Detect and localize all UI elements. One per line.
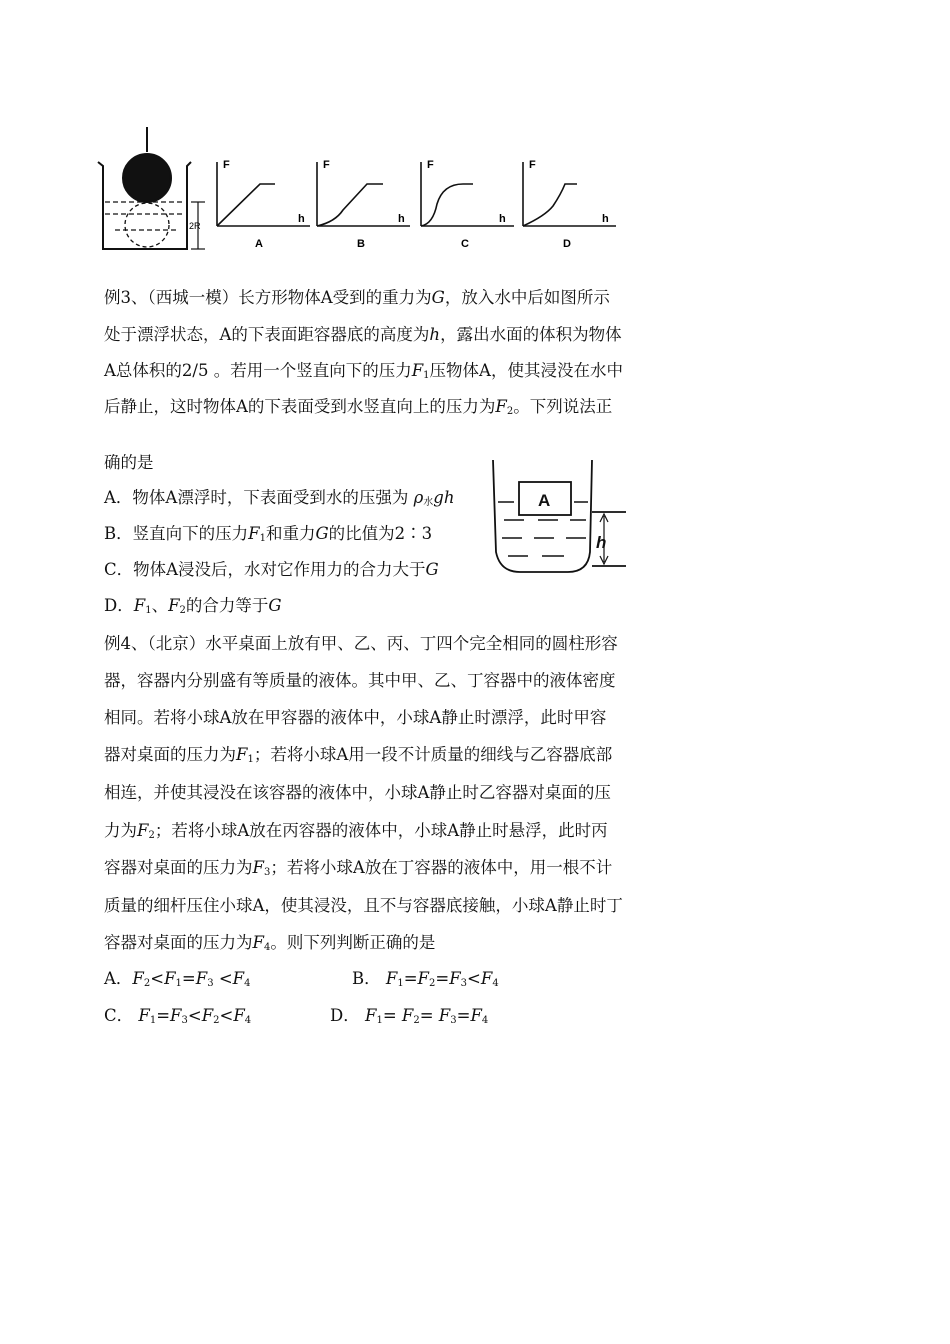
ex3-option-b: B．竖直向下的压力$F_1$和重力G的比值为2∶3 [104,524,433,544]
two-r-label: 2R [189,221,201,231]
ex4-line-5: 相连，并使其浸没在该容器的液体中，小球A静止时乙容器对桌面的压 [104,783,611,802]
graph-c-axis-f: F [427,159,434,171]
height-h-label: h [596,533,607,552]
ex3-line-5: 确的是 [104,453,154,472]
graph-d-axis-h: h [602,213,609,225]
ex3-line-4: 后静止，这时物体A的下表面受到水竖直向上的压力为$F_2$。下列说法正 [104,397,613,417]
ex3-option-c: C．物体A浸没后，水对它作用力的合力大于G [104,560,439,579]
graph-b-label: B [357,238,365,250]
ex3-line-2: 处于漂浮状态，A的下表面距容器底的高度为h，露出水面的体积为物体 [104,325,622,344]
ex4-option-a: A．$F_2<F_1=F_3 <F_4$ [104,969,251,989]
graph-b-axis-f: F [323,159,330,171]
block-a-label: A [538,491,551,510]
graph-c-label: C [461,238,469,250]
ex4-line-7: 容器对桌面的压力为$F_3$；若将小球A放在丁容器的液体中，用一根不计 [104,858,613,878]
ex4-line-4: 器对桌面的压力为$F_1$；若将小球A用一段不计质量的细线与乙容器底部 [104,745,613,765]
var-h: h [429,325,441,344]
ex4-line-6: 力为$F_2$；若将小球A放在丙容器的液体中，小球A静止时悬浮，此时丙 [104,821,608,841]
ex4-line-9: 容器对桌面的压力为$F_4$。则下列判断正确的是 [104,933,436,953]
ex4-line-3: 相同。若将小球A放在甲容器的液体中，小球A静止时漂浮，此时甲容 [104,708,607,727]
graph-d-axis-f: F [529,159,536,171]
graph-a-label: A [255,238,263,250]
ex3-line-3: A总体积的2/5 。若用一个竖直向下的压力$F_1$压物体A，使其浸没在水中 [104,361,623,381]
graph-b [317,162,410,226]
graph-d-label: D [563,238,571,250]
graph-c-axis-h: h [499,213,506,225]
graph-a-axis-h: h [298,213,305,225]
ex4-line-1: 例4、（北京）水平桌面上放有甲、乙、丙、丁四个完全相同的圆柱形容 [104,634,618,653]
ex4-line-2: 器，容器内分别盛有等质量的液体。其中甲、乙、丁容器中的液体密度 [104,671,616,690]
ex3-option-a: A．物体A漂浮时，下表面受到水的压强为 $\rho_水gh$ [104,488,455,508]
graph-a-axis-f: F [223,159,230,171]
ex4-option-b: B． $F_1=F_2=F_3<F_4$ [352,969,499,989]
graph-b-axis-h: h [398,213,405,225]
ex4-option-d: D． $F_1= F_2= F_3=F_4$ [330,1006,489,1026]
ex4-line-8: 质量的细杆压住小球A，使其浸没，且不与容器底接触，小球A静止时丁 [104,896,623,915]
graph-a [217,162,310,226]
ex3-line-1: 例3、（西城一模）长方形物体A受到的重力为G，放入水中后如图所示 [104,288,610,307]
ex3-option-d: D．$F_1$、$F_2$的合力等于G [104,596,282,616]
var-g: G [431,288,445,307]
floating-block-figure [486,456,632,584]
ex4-option-c: C． $F_1=F_3<F_2<F_4$ [104,1006,252,1026]
buoyancy-graphs-figure [95,122,625,257]
